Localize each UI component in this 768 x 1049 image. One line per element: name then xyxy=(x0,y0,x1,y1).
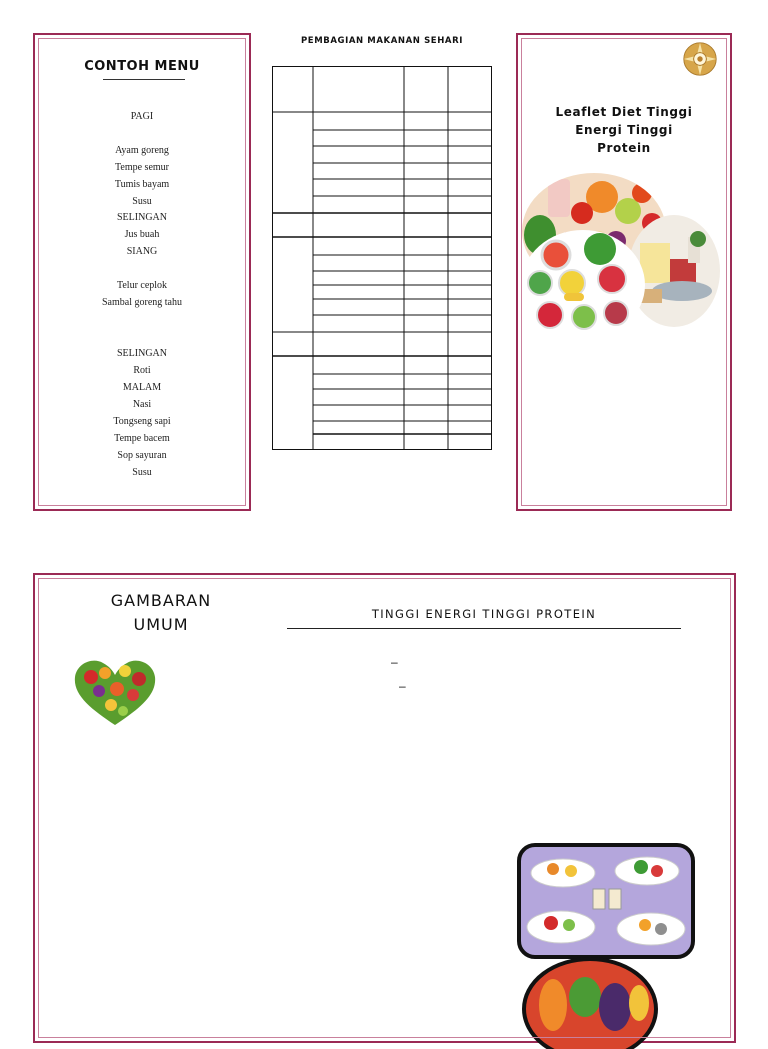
overview-heading xyxy=(101,589,221,637)
menu-title-underline xyxy=(103,79,185,80)
overview-heading-line: UMUM xyxy=(133,615,189,634)
overview-panel xyxy=(33,573,736,1043)
diet-section-title: TINGGI ENERGI TINGGI PROTEIN xyxy=(371,607,597,621)
menu-item: Tempe semur xyxy=(114,162,169,173)
leaflet-title-line: Energi Tinggi xyxy=(575,123,673,137)
leaflet-title-line: Leaflet Diet Tinggi xyxy=(555,105,693,119)
menu-item: Tongseng sapi xyxy=(113,416,171,427)
bullet-dash: – xyxy=(399,679,406,693)
section-title-underline xyxy=(287,628,681,629)
overview-heading-line: GAMBARAN xyxy=(110,591,212,610)
menu-panel xyxy=(33,33,251,511)
menu-item: Sambal goreng tahu xyxy=(102,297,182,308)
meal-distribution-table xyxy=(272,66,492,450)
menu-item: SIANG xyxy=(126,246,158,257)
menu-item: SELINGAN xyxy=(117,348,167,359)
meal-distribution-title: PEMBAGIAN MAKANAN SEHARI xyxy=(300,36,464,46)
fruit-heart-image xyxy=(71,657,159,727)
menu-item: PAGI xyxy=(130,111,154,122)
leaflet-title-line: Protein xyxy=(597,141,651,155)
vegetables-image xyxy=(521,957,659,1049)
menu-item: Telur ceplok xyxy=(116,280,168,291)
cover-panel xyxy=(516,33,732,511)
menu-item: Roti xyxy=(133,365,151,376)
menu-item: Tumis bayam xyxy=(114,179,170,190)
menu-title: CONTOH MENU xyxy=(84,59,200,74)
menu-item: Susu xyxy=(132,467,152,478)
menu-item: MALAM xyxy=(122,382,162,393)
menu-item: SELINGAN xyxy=(117,212,167,223)
meal-plates-image xyxy=(517,843,695,959)
leaflet-title xyxy=(518,103,730,157)
menu-item: Nasi xyxy=(132,399,152,410)
menu-item: Susu xyxy=(132,196,152,207)
menu-item: Tempe bacem xyxy=(114,433,170,444)
bullet-dash: – xyxy=(391,655,398,669)
menu-item: Jus buah xyxy=(124,229,160,240)
university-seal-icon xyxy=(682,41,718,77)
menu-item: Ayam goreng xyxy=(115,145,169,156)
menu-item: Sop sayuran xyxy=(117,450,167,461)
healthy-food-plate-image xyxy=(520,229,646,341)
table-grid xyxy=(272,66,492,450)
